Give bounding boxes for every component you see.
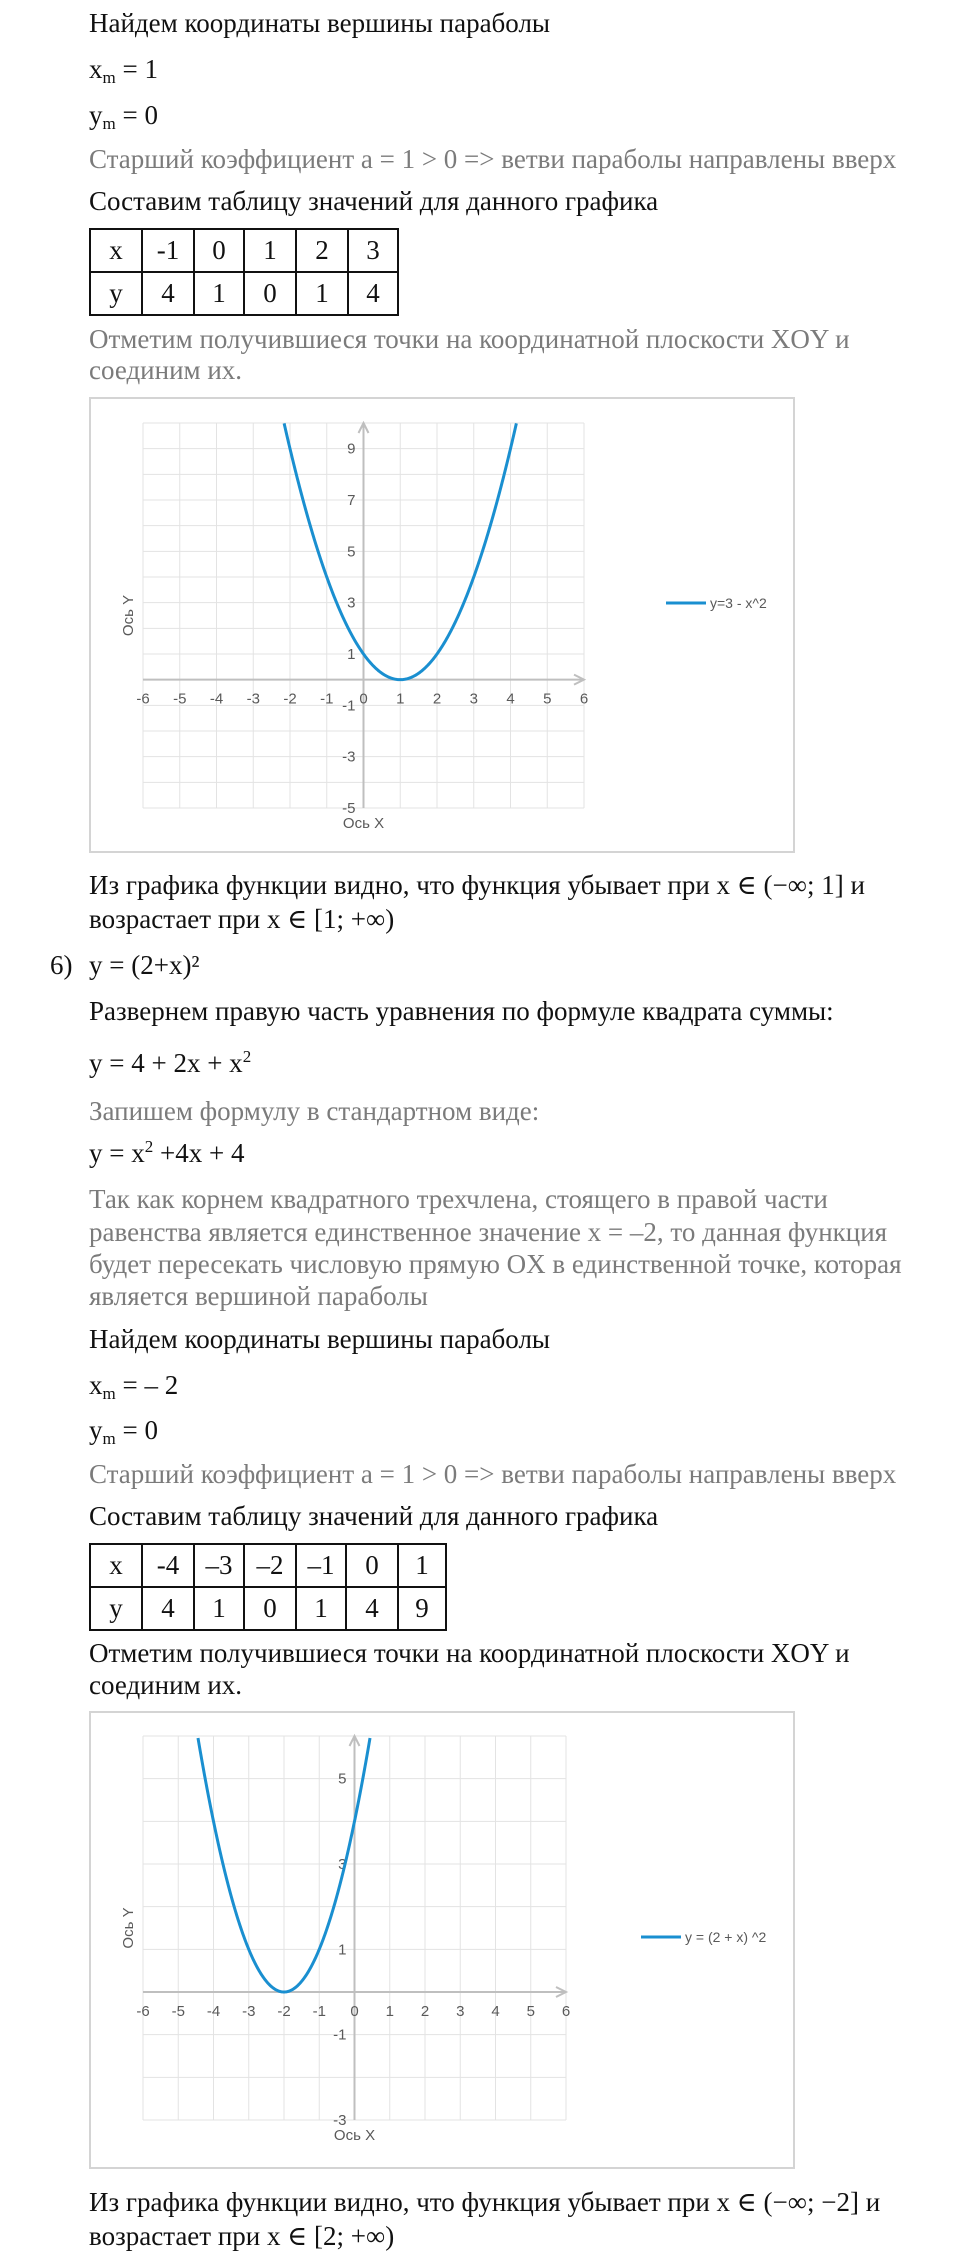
problem-number: 6) [50,950,73,980]
expanded-formula [89,1046,251,1080]
coefficient-note: Старший коэффициент a = 1 > 0 => ветви параболы направлены вверх [89,144,897,174]
root-note-line-2: равенства является единственное значение x = –2, то данная функция [89,1217,888,1247]
xm-line-2 [89,1368,178,1402]
x-tick-label: 2 [432,690,442,708]
vertex-heading: Найдем координаты вершины параболы [89,8,551,38]
x-tick-label: -3 [242,2003,256,2020]
y-axis-title: Ось Y [120,594,137,637]
plot-note-2-line-2: соединим их. [89,1670,243,1700]
xm-sub: m [102,1384,116,1403]
conclusion-line-1: Из графика функции видно, что функция убывает при x ∈ (−∞; 1] и [89,870,865,900]
x-tick-label: -1 [320,690,334,708]
table-row-y [90,1587,446,1630]
table-cell: 1 [194,272,244,315]
x-tick-label: 6 [561,2003,571,2020]
x-tick-label: 5 [526,2003,535,2020]
x-tick-label: 5 [543,690,552,708]
x-tick-label: 0 [350,2003,359,2020]
table-cell: –3 [194,1544,244,1587]
table-cell: 0 [346,1544,398,1587]
ym-sub: m [102,114,116,133]
y-tick-label: 5 [347,543,356,561]
y-tick-label: -3 [342,748,356,766]
table-cell: 1 [244,229,296,272]
table-cell: x [90,1544,142,1587]
x-tick-label: 2 [420,2003,430,2020]
x-tick-label: 0 [359,690,368,708]
legend-label: y = (2 + x) ^2 [685,1929,767,1945]
y-tick-label: 3 [338,1856,347,1873]
conclusion-2-line-1: Из графика функции видно, что функция убывает при x ∈ (−∞; −2] и [89,2187,881,2217]
x-tick-label: -6 [136,690,150,708]
table-cell: 3 [348,229,398,272]
x-tick-label: -2 [283,690,297,708]
ym-line-2 [89,1413,158,1447]
standard-suffix: +4x + 4 [153,1138,245,1168]
table-cell: 0 [244,1587,296,1630]
table-cell: –2 [244,1544,296,1587]
standard-heading: Запишем формулу в стандартном виде: [89,1096,540,1126]
table-cell: -4 [142,1544,194,1587]
chart-2-svg [91,1713,797,2171]
y-tick-label: 1 [347,646,356,663]
conclusion-line-2: возрастает при x ∈ [1; +∞) [89,904,395,934]
root-note-line-1: Так как корнем квадратного трехчлена, стоящего в правой части [89,1184,828,1214]
root-note-line-4: является вершиной параболы [89,1281,428,1311]
x-tick-label: -6 [136,2003,150,2020]
x-tick-label: -5 [171,2003,185,2020]
ym-label: y [89,1415,103,1445]
table-cell: 4 [142,1587,194,1630]
x-tick-label: 4 [506,690,515,708]
values-table [89,228,399,316]
y-tick-label: 1 [338,1941,347,1959]
x-tick-label: -4 [209,690,224,708]
x-tick-label: -3 [246,690,260,708]
y-tick-label: 5 [338,1770,347,1788]
y-tick-label: -3 [333,2112,347,2129]
expanded-prefix: y = 4 + 2x + x [89,1048,243,1078]
table-cell: 9 [398,1587,446,1630]
ym-sub: m [102,1429,116,1448]
table-cell: 0 [194,229,244,272]
standard-formula [89,1136,244,1170]
table-row-y [90,272,398,315]
y-tick-label: -1 [333,2026,347,2044]
chart-1 [89,397,795,853]
table-cell: 4 [348,272,398,315]
xm-sub: m [102,68,116,87]
table-cell: 1 [296,1587,346,1630]
y-tick-label: -5 [342,800,356,817]
expand-heading: Развернем правую часть уравнения по формуле квадрата суммы: [89,996,834,1026]
y-axis-title: Ось Y [120,1907,137,1949]
expanded-exponent: 2 [242,1047,252,1066]
x-axis-title: Ось X [342,815,385,832]
problem-equation: y = (2+x)² [89,950,200,980]
x-tick-label: -5 [173,690,187,708]
x-tick-label: 1 [396,690,405,708]
ym-value: = 0 [115,1415,158,1445]
table-cell: 1 [194,1587,244,1630]
plot-note-line-2: соединим их. [89,355,243,385]
table-cell: 4 [346,1587,398,1630]
coefficient-note-2: Старший коэффициент a = 1 > 0 => ветви параболы направлены вверх [89,1459,897,1489]
ym-line [89,98,158,132]
chart-2 [89,1711,795,2169]
legend-label: y=3 - x^2 [710,595,767,611]
y-tick-label: 3 [347,594,356,612]
y-tick-label: 7 [347,492,356,509]
standard-prefix: y = x [89,1138,145,1168]
xm-value: = – 2 [115,1370,179,1400]
x-tick-label: -4 [206,2003,221,2020]
table-cell: -1 [142,229,194,272]
chart-1-svg [91,399,797,855]
table-row-x [90,1544,446,1587]
table-heading-2: Составим таблицу значений для данного графика [89,1501,659,1531]
y-tick-label: 9 [347,440,356,458]
table-row-x [90,229,398,272]
table-cell: y [90,272,142,315]
x-tick-label: 3 [456,2003,465,2020]
root-note-line-3: будет пересекать числовую прямую OX в единственной точке, которая [89,1249,902,1279]
ym-value: = 0 [115,100,158,130]
plot-note-2-line-1: Отметим получившиеся точки на координатной плоскости XOY и [89,1638,850,1668]
table-cell: 1 [296,272,348,315]
x-tick-label: 1 [385,2003,394,2020]
x-tick-label: -1 [312,2003,326,2020]
ym-label: y [89,100,103,130]
table-cell: 1 [398,1544,446,1587]
plot-note-line-1: Отметим получившиеся точки на координатной плоскости XOY и [89,324,850,354]
table-cell: –1 [296,1544,346,1587]
table-cell: 4 [142,272,194,315]
table-cell: 2 [296,229,348,272]
table-cell: x [90,229,142,272]
values-table-2 [89,1543,447,1631]
x-tick-label: 3 [469,690,478,708]
x-axis-title: Ось X [333,2127,376,2144]
xm-value: = 1 [115,54,158,84]
xm-label: x [89,54,103,84]
x-tick-label: -2 [277,2003,291,2020]
xm-label: x [89,1370,103,1400]
standard-exponent: 2 [144,1137,154,1156]
xm-line [89,52,158,86]
conclusion-2-line-2: возрастает при x ∈ [2; +∞) [89,2221,395,2251]
y-tick-label: -1 [342,697,356,715]
table-heading: Составим таблицу значений для данного графика [89,186,659,216]
x-tick-label: 4 [491,2003,500,2020]
table-cell: y [90,1587,142,1630]
vertex-heading-2: Найдем координаты вершины параболы [89,1324,551,1354]
table-cell: 0 [244,272,296,315]
x-tick-label: 6 [579,690,589,708]
